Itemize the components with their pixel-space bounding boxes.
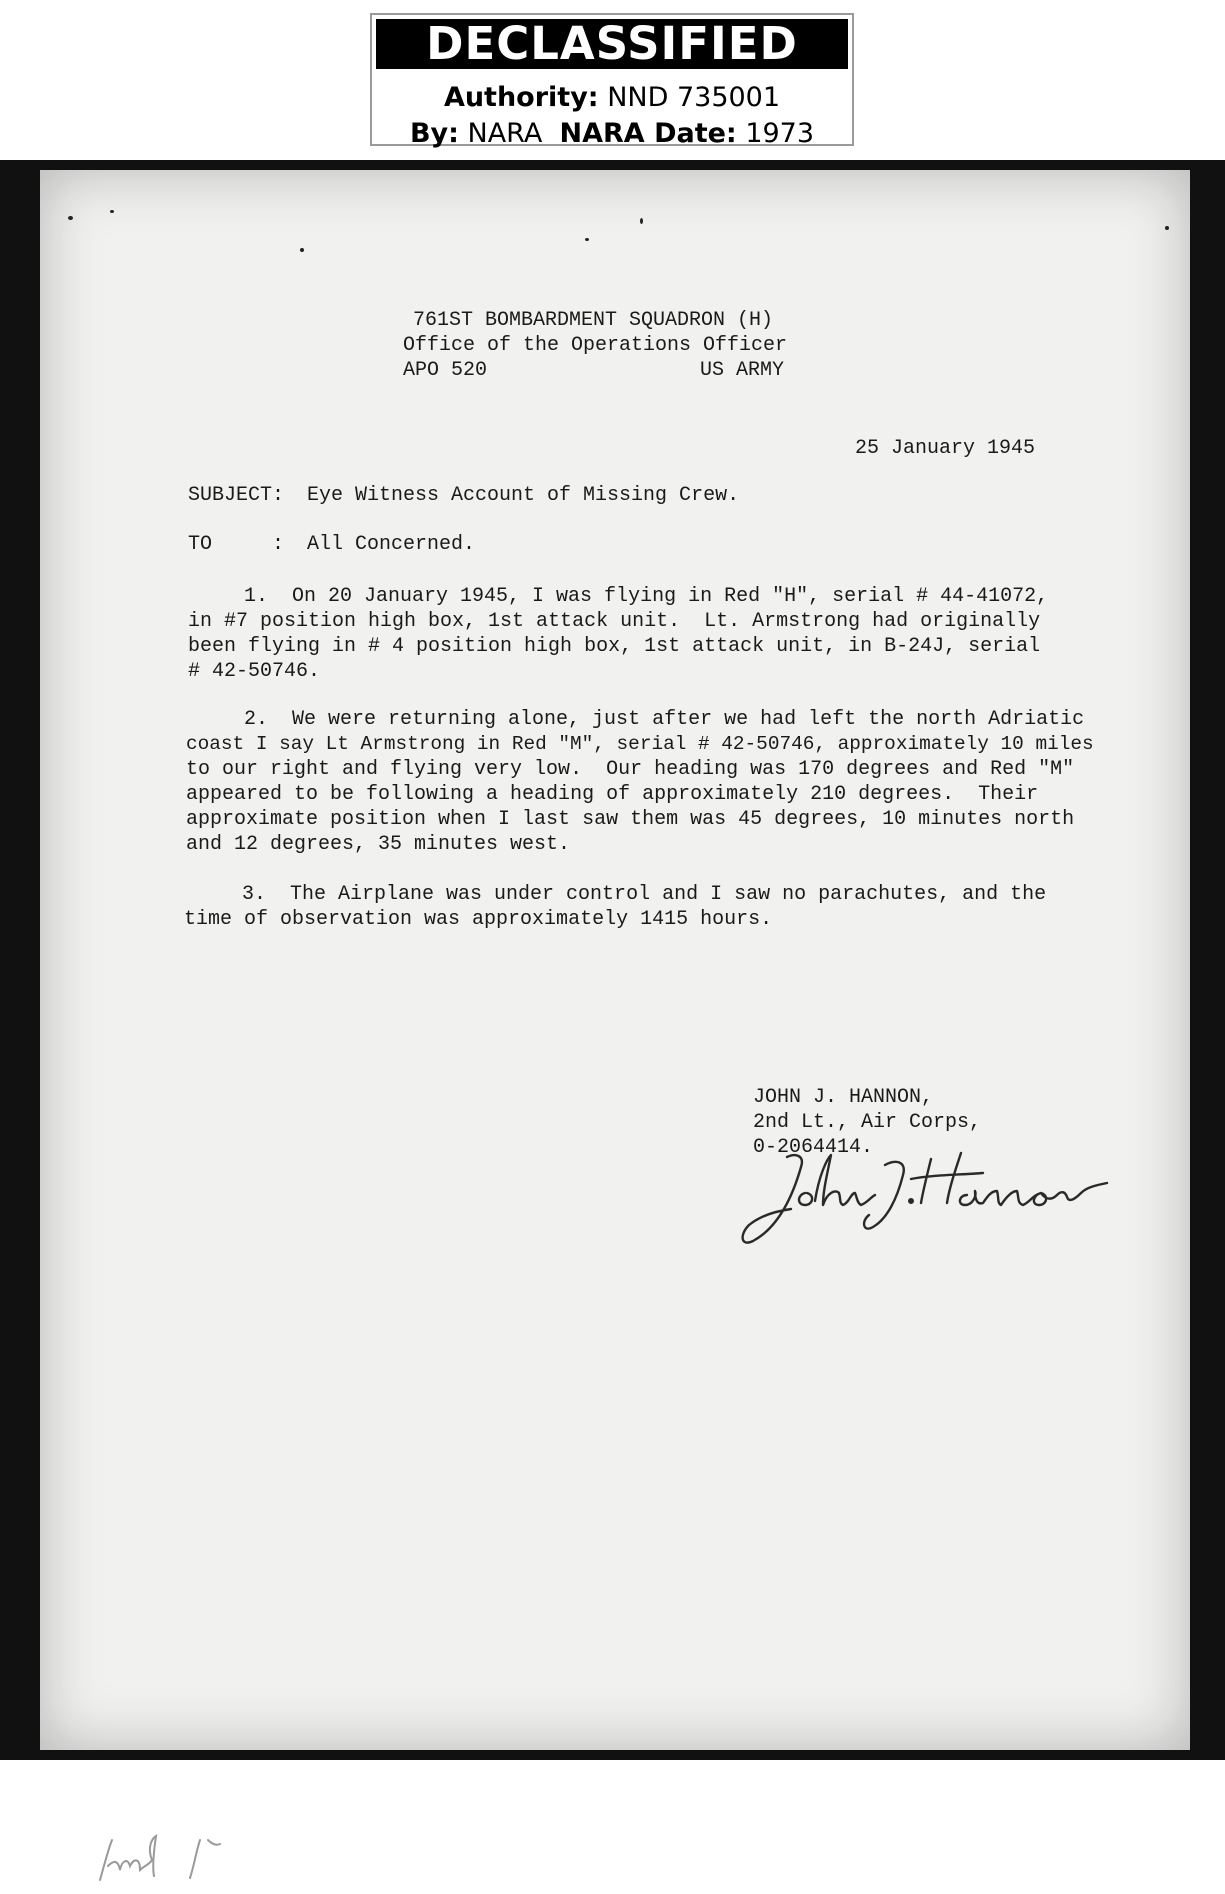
scan-speck [640, 218, 643, 224]
document-date: 25 January 1945 [855, 437, 1036, 460]
margin-note-graphic [90, 1830, 240, 1890]
letterhead-office: Office of the Operations Officer [403, 334, 788, 357]
stamp-date-label: NARA Date: [559, 118, 737, 149]
scan-speck [110, 210, 114, 213]
paragraph-line: approximate position when I last saw them was 45 degrees, 10 minutes north [186, 808, 1075, 831]
paragraph-line: 3. The Airplane was under control and I saw no parachutes, and the [242, 883, 1047, 906]
paragraph-line: time of observation was approximately 1415 hours. [184, 908, 773, 931]
handwritten-margin-note [90, 1830, 240, 1894]
paragraph-line: 1. On 20 January 1945, I was flying in Red "H", serial # 44-41072, [244, 585, 1049, 608]
paragraph-line: in #7 position high box, 1st attack unit. Lt. Armstrong had originally [188, 610, 1041, 633]
stamp-by-label: By: [409, 118, 459, 149]
to-colon: : [272, 533, 285, 556]
stamp-authority-line [372, 82, 852, 113]
paragraph-line: coast I say Lt Armstrong in Red "M", serial # 42-50746, approximately 10 miles [186, 733, 1094, 755]
subject-label: SUBJECT: [188, 484, 285, 507]
letterhead-army: US ARMY [700, 359, 785, 382]
subject-text: Eye Witness Account of Missing Crew. [307, 484, 740, 507]
declassified-stamp [370, 13, 854, 149]
stamp-authority-label: Authority: [443, 82, 599, 113]
paragraph-line: been flying in # 4 position high box, 1st attack unit, in B-24J, serial [188, 635, 1041, 658]
scan-speck [585, 238, 589, 241]
stamp-by-value: NARA [467, 118, 543, 149]
stamp-title: DECLASSIFIED [376, 19, 848, 69]
paragraph-line: 2. We were returning alone, just after we had left the north Adriatic [244, 708, 1085, 731]
signature-name: JOHN J. HANNON, [753, 1086, 934, 1109]
letterhead-apo: APO 520 [403, 359, 488, 382]
to-text: All Concerned. [307, 533, 476, 556]
stamp-by-line [372, 118, 852, 149]
paragraph-line: and 12 degrees, 35 minutes west. [186, 833, 571, 856]
scan-speck [68, 216, 73, 220]
paragraph-line: appeared to be following a heading of approximately 210 degrees. Their [186, 783, 1039, 806]
signature-serial: 0-2064414. [753, 1136, 874, 1159]
to-label: TO [188, 533, 213, 556]
scan-speck [1165, 226, 1169, 230]
paragraph-line: to our right and flying very low. Our heading was 170 degrees and Red "M" [186, 758, 1075, 781]
paragraph-line: # 42-50746. [188, 660, 321, 683]
handwritten-signature [735, 1145, 1155, 1259]
document-page [40, 170, 1190, 1750]
signature-graphic [735, 1145, 1155, 1255]
scan-speck [300, 248, 304, 252]
letterhead-unit: 761ST BOMBARDMENT SQUADRON (H) [413, 309, 774, 332]
signature-rank: 2nd Lt., Air Corps, [753, 1111, 982, 1134]
stamp-date-value: 1973 [745, 118, 815, 149]
stamp-authority-value: NND 735001 [607, 82, 781, 113]
